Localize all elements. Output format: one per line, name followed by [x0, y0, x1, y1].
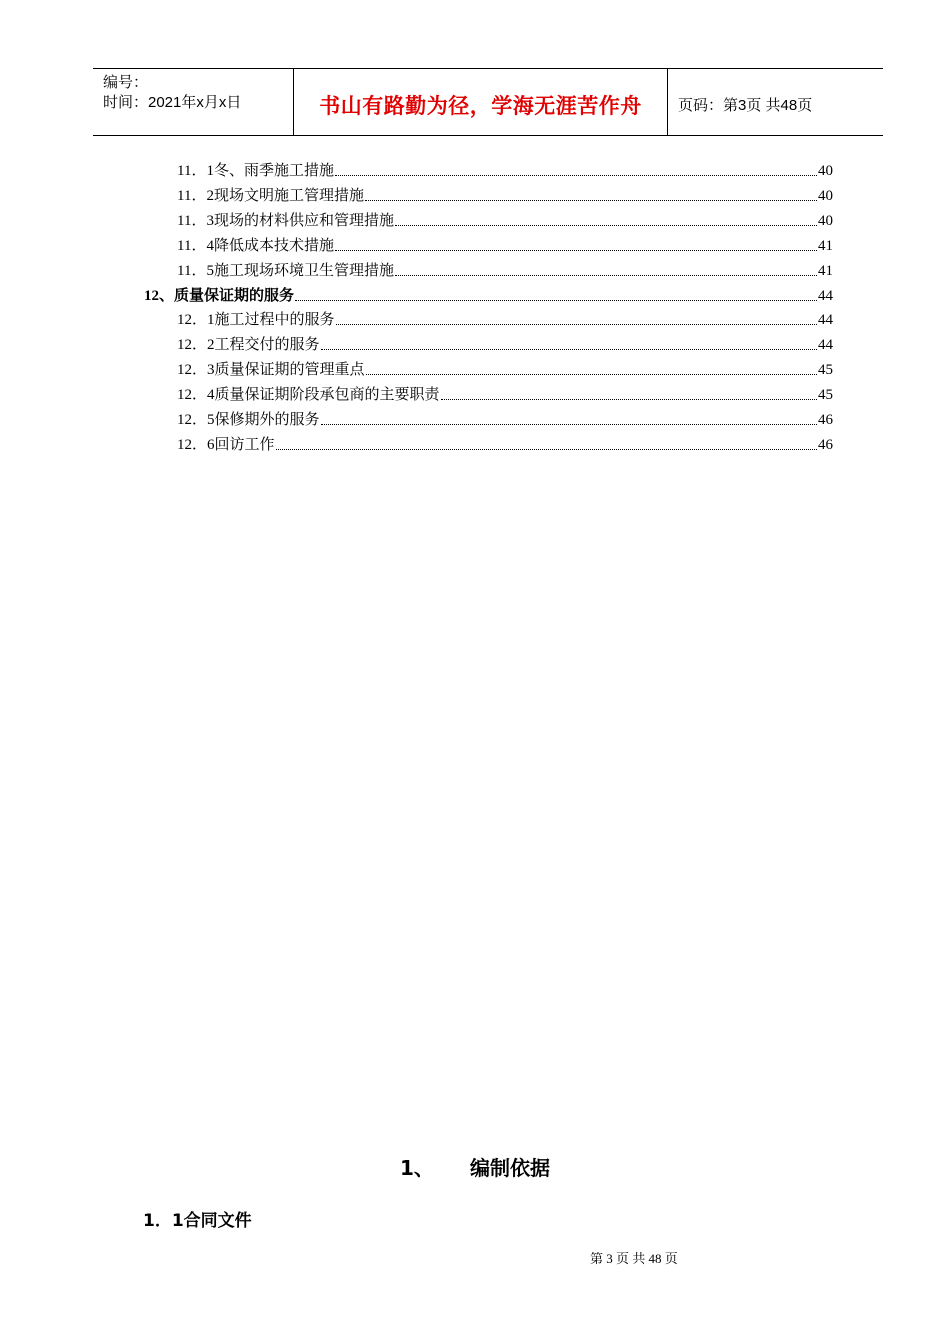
toc-entry-page: 40 — [818, 187, 833, 204]
toc-leader-dots — [336, 310, 817, 325]
toc-entry-page: 40 — [818, 212, 833, 229]
toc-leader-dots — [395, 211, 817, 226]
toc-leader-dots — [441, 385, 817, 400]
header-page-info: 页码：第3页 共48页 — [678, 97, 813, 114]
toc-entry-page: 44 — [818, 287, 833, 304]
toc-entry-title: 11．4降低成本技术措施 — [177, 237, 334, 254]
toc-entry[interactable] — [177, 185, 833, 207]
header-motto-cell — [294, 69, 668, 135]
page-header — [93, 68, 883, 136]
toc-entry[interactable] — [177, 260, 833, 282]
toc-entry-title: 12．6回访工作 — [177, 436, 275, 453]
toc-leader-dots — [276, 435, 817, 450]
toc-entry[interactable] — [177, 434, 833, 456]
toc-leader-dots — [321, 410, 817, 425]
toc-entry-title: 12．5保修期外的服务 — [177, 412, 320, 428]
toc-leader-dots — [321, 335, 817, 350]
document-number-label: 编号： — [103, 74, 149, 91]
toc-entry[interactable] — [177, 235, 833, 257]
section-title: 编制依据 — [470, 1156, 550, 1180]
toc-entry-page: 44 — [818, 312, 833, 329]
toc-entry[interactable] — [177, 384, 833, 406]
toc-entry-title: 12．1施工过程中的服务 — [177, 312, 335, 329]
toc-entry-title: 11．2现场文明施工管理措施 — [177, 187, 364, 204]
header-meta-cell — [93, 69, 294, 135]
toc-entry-title: 12．2工程交付的服务 — [177, 337, 320, 354]
toc-entry[interactable] — [177, 334, 833, 356]
header-page-cell — [668, 69, 883, 135]
toc-leader-dots — [295, 286, 817, 301]
toc-leader-dots — [335, 161, 817, 176]
toc-entry-page: 41 — [818, 262, 833, 279]
subsection-heading: 1．1合同文件 — [143, 1211, 252, 1231]
toc-entry-page: 45 — [818, 362, 833, 379]
toc-entry[interactable] — [177, 409, 833, 431]
toc-entry-title: 11．3现场的材料供应和管理措施 — [177, 212, 394, 229]
toc-entry-page: 45 — [818, 387, 833, 404]
toc-entry[interactable] — [177, 210, 833, 232]
toc-entry-title: 11．1冬、雨季施工措施 — [177, 163, 334, 179]
toc-entry-title: 12．3质量保证期的管理重点 — [177, 362, 365, 379]
toc-entry-title: 12、质量保证期的服务 — [144, 287, 295, 304]
toc-entry-page: 44 — [818, 337, 833, 354]
document-time-label: 时间：2021年x月x日 — [103, 94, 242, 111]
toc-leader-dots — [366, 360, 817, 375]
toc-leader-dots — [365, 186, 817, 201]
toc-entry[interactable] — [144, 285, 833, 307]
section-heading — [0, 1152, 950, 1181]
toc-entry[interactable] — [177, 359, 833, 381]
toc-entry-page: 46 — [818, 436, 833, 453]
toc-entry[interactable] — [177, 309, 833, 331]
section-number: 1、 — [400, 1156, 434, 1180]
toc-entry-page: 41 — [818, 237, 833, 254]
toc-entry-title: 12．4质量保证期阶段承包商的主要职责 — [177, 387, 440, 404]
toc-leader-dots — [335, 236, 817, 251]
toc-entry-page: 40 — [818, 163, 833, 179]
page-footer: 第 3 页 共 48 页 — [590, 1251, 678, 1266]
toc-entry-title: 11．5施工现场环境卫生管理措施 — [177, 262, 394, 279]
header-motto: 书山有路勤为径，学海无涯苦作舟 — [319, 94, 642, 118]
toc-entry[interactable] — [177, 160, 833, 182]
toc-leader-dots — [395, 261, 817, 276]
toc-entry-page: 46 — [818, 412, 833, 428]
